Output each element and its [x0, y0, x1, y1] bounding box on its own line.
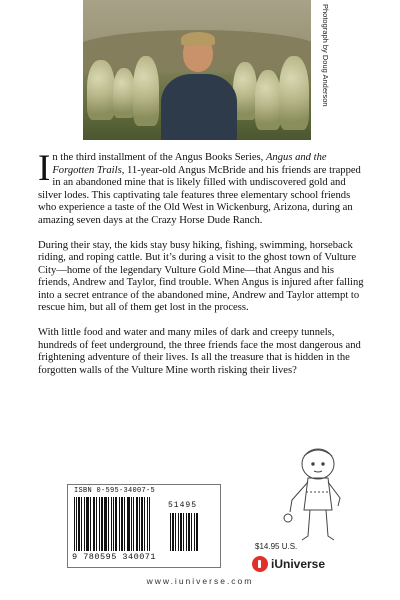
price: $14.95 U.S. [255, 542, 298, 551]
cactus-5 [255, 70, 281, 130]
iuniverse-logo-icon [252, 556, 268, 572]
boy-sketch [268, 440, 368, 550]
p1-text-a: n the third installment of the Angus Books Series, [52, 152, 266, 163]
description-paragraph-1 [38, 148, 364, 227]
description-paragraph-3: With little food and water and many miles of dark and creepy tunnels, hundreds of feet underground, the three friends face the most dangerous and frightening adventure of their lives. Is all the treasure that is hidden in the forgotten walls of the Vulture Mine worth risking their lives? [38, 327, 361, 376]
publisher-name: iUniverse [271, 557, 326, 571]
barcode-bars-main [74, 497, 150, 551]
ean-number: 9 780595 340071 [72, 552, 157, 562]
photo-credit: Photograph by Doug Anderson [321, 4, 330, 107]
book-description [38, 148, 364, 390]
barcode-bars-addon [170, 513, 198, 551]
drop-cap: I [38, 148, 51, 189]
publisher-url: www.iuniverse.com [146, 576, 254, 586]
isbn-barcode [67, 484, 221, 568]
author-photo [83, 0, 311, 140]
cactus-3 [133, 56, 159, 126]
description-paragraph-2: During their stay, the kids stay busy hiking, fishing, swimming, horseback riding, and roping cattle. But it’s during a visit to the ghost town of Vulture City—home of the legendary Vulture Gold Mine—that Angus and his friends, Andrew and Taylor, find trouble. When Angus is injured after falling into a secret entrance of the abandoned mine, Andrew and Taylor attempt to rescue him, but all of them get lost in the process. [38, 239, 364, 313]
author-body [161, 74, 237, 140]
cactus-6 [279, 56, 309, 130]
cactus-1 [87, 60, 115, 120]
price-code: 51495 [168, 501, 198, 510]
author-hair [181, 32, 215, 46]
publisher-logo [252, 556, 325, 572]
isbn-number: ISBN 0-595-34007-5 [74, 487, 156, 495]
p1-book-title: Angus and the Forgotten Trails [52, 152, 327, 176]
cactus-2 [113, 68, 135, 118]
p1-text-b: , 11-year-old Angus McBride and his friends are trapped in an abandoned mine that is likely filled with undiscovered gold and silver lodes. This captivating tale features three elementary school friends who experience a taste of the Old West in Wickenburg, Arizona, during an amazing seven days at the Crazy Horse Dude Ranch. [38, 164, 361, 226]
